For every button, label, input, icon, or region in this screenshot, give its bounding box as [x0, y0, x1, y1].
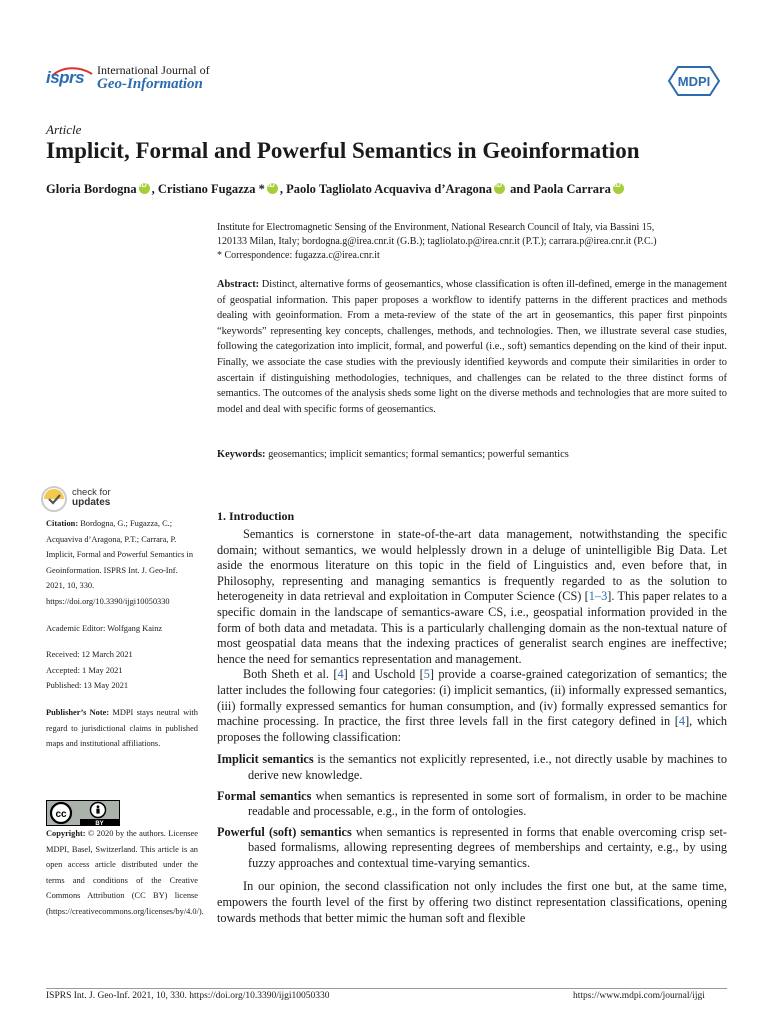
- definition-text: when semantics is represented in forms that enable overcoming crisp set-based formalisms, allowing representing degrees of memberships and certainty, e.g., by using fuzzy approaches and contextual time-varying semantics.: [248, 824, 727, 870]
- keywords: [217, 449, 727, 460]
- definition-item: [217, 825, 727, 872]
- definition-term: Powerful (soft) semantics: [217, 824, 352, 839]
- footer-divider: [46, 988, 727, 989]
- definition-text: when semantics is represented in some sort of formalism, in order to be machine readable and processable, e.g., in the form of ontologies.: [248, 788, 727, 819]
- accepted-date: Accepted: 1 May 2021: [46, 665, 123, 675]
- paragraph-text: ] provide a coarse-grained categorization of semantics; the latter includes the following four categories: (i) implicit semantics, (ii) informally expressed semantics, (iii) formally expressed semantics for human consumption, and (iv) formally expressed semantics for machine processing. In practice, the first three levels fall in the first category defined in [: [217, 667, 728, 729]
- citation-link[interactable]: 4: [337, 667, 344, 682]
- author-separator: ,: [151, 182, 158, 196]
- author-name[interactable]: Paolo Tagliolato Acquaviva d’Aragona: [286, 182, 493, 196]
- affiliation-line: 120133 Milan, Italy; bordogna.g@irea.cnr.it (G.B.); tagliolato.p@irea.cnr.it (P.T.); carrara.p@irea.cnr.it (P.C.): [217, 236, 657, 247]
- mdpi-logo-text: MDPI: [677, 74, 711, 89]
- journal-logo[interactable]: [46, 62, 216, 102]
- orcid-icon[interactable]: [139, 183, 150, 194]
- check-for-updates-badge[interactable]: [40, 485, 160, 515]
- author-name[interactable]: Gloria Bordogna: [46, 182, 137, 196]
- published-date: Published: 13 May 2021: [46, 681, 129, 691]
- paragraph: [217, 667, 727, 745]
- paragraph: [217, 527, 727, 667]
- footer-journal-url[interactable]: https://www.mdpi.com/journal/ijgi: [573, 991, 705, 1001]
- definition-item: [217, 752, 727, 783]
- sidebar: [46, 516, 198, 763]
- check-updates-line2: updates: [72, 497, 111, 508]
- affiliation-line: Institute for Electromagnetic Sensing of the Environment, National Research Council of Italy, via Bassini 15,: [217, 222, 655, 233]
- author-name[interactable]: Cristiano Fugazza *: [157, 182, 265, 196]
- abstract-label: Abstract:: [217, 279, 260, 290]
- article-type: Article: [46, 122, 82, 137]
- svg-text:cc: cc: [55, 809, 67, 820]
- paragraph-text: ], which proposes the following classification:: [217, 714, 727, 744]
- paragraph: In our opinion, the second classification not only includes the first one but, at the same time, empowers the fourth level of the first by offering two distinct representation classifications, opening towards methods that better mimic the human soft and flexible: [217, 879, 727, 925]
- citation-label: Citation:: [46, 519, 79, 528]
- cc-by-text: BY: [95, 821, 104, 826]
- journal-name-line1: International Journal of: [97, 63, 210, 77]
- orcid-icon[interactable]: [267, 183, 278, 194]
- paragraph-text: ] and Uschold [: [343, 667, 424, 682]
- citation-link[interactable]: 4: [678, 714, 686, 729]
- dates: [46, 647, 198, 694]
- section-heading: 1. Introduction: [217, 509, 295, 523]
- keywords-text: geosemantics; implicit semantics; formal semantics; powerful semantics: [265, 449, 569, 460]
- definition-term: Implicit semantics: [217, 752, 314, 767]
- check-updates-line1: check for: [72, 487, 111, 498]
- affiliation-block: [217, 221, 727, 263]
- keywords-label: Keywords:: [217, 449, 266, 460]
- copyright-label: Copyright:: [46, 829, 86, 838]
- orcid-icon[interactable]: [613, 183, 624, 194]
- copyright-notice: [46, 826, 204, 920]
- orcid-icon[interactable]: [494, 183, 505, 194]
- definition-item: [217, 789, 727, 820]
- isprs-wordmark: isprs: [46, 68, 85, 87]
- paragraph-text: ]. This paper relates to a specific domain in the landscape of semantics-aware CS, i.e., geospatial information provided in the form of both data and metadata. This is a particularly challenging domain as the non-textual nature of most geospatial data means that the indexing practices of generalist search engines are ineffective; hence the need for semantics representation and management.: [217, 589, 727, 666]
- paragraph-text: Both Sheth et al. [: [243, 667, 338, 682]
- definition-term: Formal semantics: [217, 788, 312, 803]
- citation: [46, 516, 198, 610]
- abstract-text: Distinct, alternative forms of geosemantics, whose classification is often ill-defined, emerge in the management of geospatial information. This paper proposes a workflow to identify patterns in the different practices and methods dealing with geoinformation. From a meta-review of the state of the art in geosemantics, this paper first pinpoints “keywords” representing key concepts, challenges, methods, and technologies. Then, we illustrate several case studies, following the categorization into implicit, formal, and powerful (i.e., soft) semantics depending on the kind of their input. Finally, we associate the case studies with the previously identified keywords and compute their similarities in order to ascertain if distinguishing methodologies, techniques, and challenges can be related to the three distinct forms of semantics. The outcomes of the analysis sheds some light on the diverse methods and technologies that are more suited to model and deal with specific forms of geosemantics.: [217, 279, 727, 415]
- mdpi-logo-icon[interactable]: [668, 66, 720, 96]
- author-list: [46, 182, 626, 197]
- definition-text: is the semantics not explicitly represented, i.e., not directly usable by machines to derive new knowledge.: [248, 752, 727, 782]
- author-separator: ,: [279, 182, 287, 196]
- citation-link[interactable]: 5: [423, 667, 430, 682]
- journal-name-line2: Geo-Information: [97, 76, 203, 92]
- academic-editor: Academic Editor: Wolfgang Kainz: [46, 623, 163, 633]
- received-date: Received: 12 March 2021: [46, 650, 133, 660]
- abstract: [217, 277, 727, 417]
- correspondence-line: * Correspondence: fugazza.c@irea.cnr.it: [217, 250, 380, 261]
- footer-citation[interactable]: ISPRS Int. J. Geo-Inf. 2021, 10, 330. https://doi.org/10.3390/ijgi10050330: [46, 991, 330, 1001]
- cc-by-license-icon[interactable]: [46, 800, 120, 826]
- publishers-note-label: Publisher’s Note:: [46, 707, 110, 717]
- publishers-note: [46, 705, 198, 752]
- paragraph-text: Semantics is cornerstone in state-of-the-art data management, notwithstanding the specific domain; without semantics, we would helplessly drown in a deluge of unintelligible Big Data. Let aside the enormous literature on this topic in the field of Linguistics and, even before that, in Philosophy, representing and managing semantics is frequently regarded to as the solution to heterogeneity in data retrieval and exploitation in Computer Science (CS) [: [217, 527, 727, 604]
- paper-title: Implicit, Formal and Powerful Semantics in Geoinformation: [46, 138, 640, 163]
- copyright-text: © 2020 by the authors. Licensee MDPI, Basel, Switzerland. This article is an open access article distributed under the terms and conditions of the Creative Commons Attribution (CC BY) license (https://creativecommons.org/licenses/by/4.0/).: [46, 829, 204, 916]
- citation-text[interactable]: Bordogna, G.; Fugazza, C.; Acquaviva d’Aragona, P.T.; Carrara, P. Implicit, Formal and Powerful Semantics in Geoinformation. ISPRS Int. J. Geo-Inf. 2021, 10, 330. https://doi.org/10.3390/ijgi10050330: [46, 519, 194, 606]
- author-name[interactable]: Paola Carrara: [533, 182, 611, 196]
- check-updates-icon: [40, 485, 68, 513]
- definition-list: [217, 752, 727, 871]
- citation-link[interactable]: 1–3: [588, 589, 608, 604]
- body-text: [217, 527, 727, 926]
- publishers-note-text: MDPI stays neutral with regard to jurisdictional claims in published maps and institutional affiliations.: [46, 707, 198, 749]
- author-separator: and: [507, 182, 534, 196]
